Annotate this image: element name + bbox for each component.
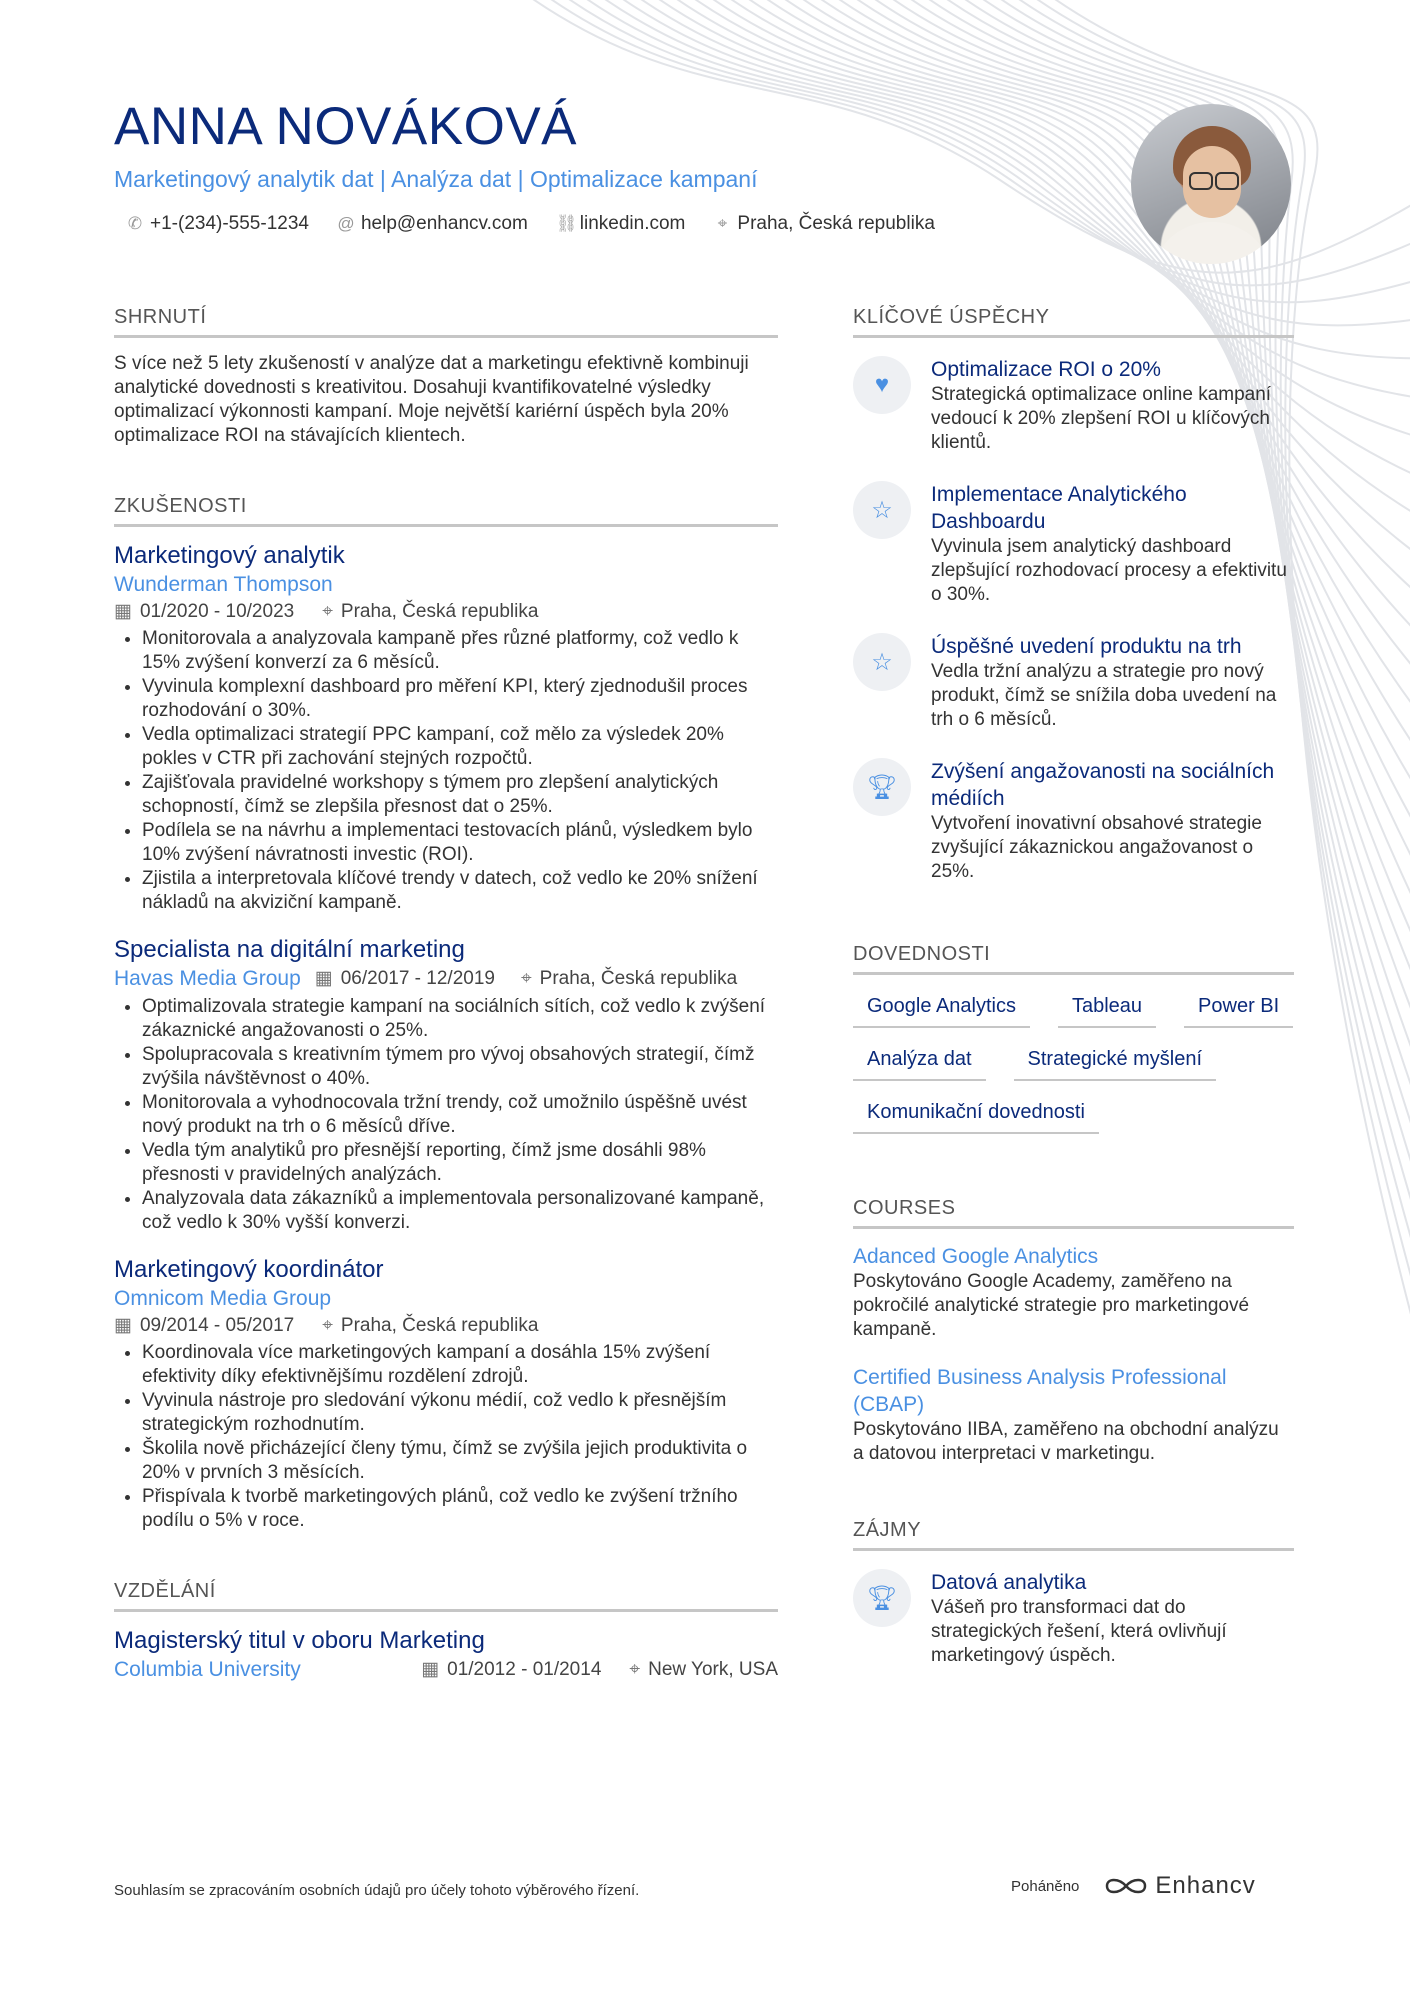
interest-item [853, 1569, 1294, 1668]
achievement-item [853, 481, 1294, 607]
brand-name: Enhancv [1155, 1872, 1256, 1899]
achievement-desc: Vyvinula jsem analytický dashboard zlepšující rozhodovací procesy a efektivitu o 30%. [931, 536, 1287, 605]
course-item [853, 1364, 1294, 1466]
achievement-item [853, 758, 1294, 884]
contact-linkedin[interactable] [556, 213, 686, 235]
contact-phone[interactable] [126, 213, 309, 235]
section-title: SHRNUTÍ [114, 305, 778, 338]
section-title: KLÍČOVÉ ÚSPĚCHY [853, 305, 1294, 338]
achievement-desc: Strategická optimalizace online kampaní vedoucí k 20% zlepšení ROI u klíčových klientů. [931, 384, 1272, 453]
job-entry [114, 541, 778, 915]
skills-section [853, 942, 1294, 1134]
bullet: • Zajišťovala pravidelné workshopy s týmem pro zlepšení analytických schopností, čímž se zlepšila přesnost dat o 25%. [142, 771, 778, 819]
education-meta [114, 1656, 778, 1684]
skill-tag: Tableau [1058, 989, 1156, 1028]
course-item [853, 1243, 1294, 1342]
job-meta [114, 965, 778, 993]
company-name[interactable]: Wunderman Thompson [114, 573, 333, 596]
course-desc: Poskytováno IIBA, zaměřeno na obchodní analýzu a datovou interpretaci v marketingu. [853, 1419, 1279, 1464]
education-location: New York, USA [648, 1659, 778, 1680]
calendar-icon: ▦ [114, 1315, 132, 1336]
star-icon: ☆ [853, 633, 911, 691]
job-dates: 01/2020 - 10/2023 [139, 601, 295, 622]
contact-text: +1-(234)-555-1234 [150, 213, 309, 234]
at-icon: @ [337, 214, 355, 233]
job-location: Praha, Česká republika [340, 1315, 539, 1336]
job-bullets [114, 995, 778, 1235]
calendar-icon: ▦ [114, 601, 132, 622]
location-icon: ⌖ [322, 1315, 333, 1336]
job-title: Specialista na digitální marketing [114, 936, 465, 963]
bullet: • Vedla tým analytiků pro přesnější reporting, čímž jsme dosáhli 98% přesnosti v pravidelných analýzách. [142, 1139, 778, 1187]
calendar-icon: ▦ [421, 1659, 440, 1680]
course-title[interactable]: Adanced Google Analytics [853, 1245, 1099, 1268]
job-bullets [114, 627, 778, 915]
skill-tag: Komunikační dovednosti [853, 1095, 1099, 1134]
headline: Marketingový analytik dat | Analýza dat | Optimalizace kampaní [114, 166, 758, 192]
phone-icon: ✆ [127, 214, 143, 233]
consent-text: Souhlasím se zpracováním osobních údajů pro účely tohoto výběrového řízení. [114, 1882, 640, 1899]
job-title: Marketingový analytik [114, 542, 345, 569]
job-meta [114, 599, 778, 625]
school-name[interactable]: Columbia University [114, 1658, 301, 1681]
contact-text: Praha, Česká republika [737, 213, 935, 234]
achievement-title: Zvýšení angažovanosti na sociálních médiích [931, 760, 1275, 810]
achievement-title: Úspěšné uvedení produktu na trh [931, 635, 1242, 658]
skill-tag: Analýza dat [853, 1042, 986, 1081]
profile-photo [1131, 104, 1291, 264]
section-title: VZDĚLÁNÍ [114, 1579, 778, 1612]
bullet: • Vyvinula komplexní dashboard pro měření KPI, který zjednodušil proces rozhodování o 30%. [142, 675, 778, 723]
job-meta [114, 1313, 778, 1339]
job-title: Marketingový koordinátor [114, 1256, 384, 1283]
job-bullets [114, 1341, 778, 1533]
course-title[interactable]: Certified Business Analysis Professional (CBAP) [853, 1366, 1227, 1416]
education-dates: 01/2012 - 01/2014 [447, 1659, 602, 1680]
skill-tag: Power BI [1184, 989, 1293, 1028]
interest-title: Datová analytika [931, 1571, 1087, 1594]
job-dates: 09/2014 - 05/2017 [139, 1315, 295, 1336]
location-icon: ⌖ [717, 214, 728, 233]
achievement-title: Implementace Analytického Dashboardu [931, 483, 1187, 533]
bullet: • Monitorovala a vyhodnocovala tržní trendy, což umožnilo úspěšně uvést nový produkt na trh o 6 měsíců dříve. [142, 1091, 778, 1139]
link-icon: ⛓ [555, 214, 578, 233]
bullet: • Zjistila a interpretovala klíčové trendy v datech, což vedlo ke 20% snížení nákladů na akviziční kampaně. [142, 867, 778, 915]
bullet: • Optimalizovala strategie kampaní na sociálních sítích, což vedlo k zvýšení zákaznické angažovanosti o 25%. [142, 995, 778, 1043]
skill-tag: Strategické myšlení [1014, 1042, 1217, 1081]
interests-section [853, 1518, 1294, 1668]
degree-title: Magisterský titul v oboru Marketing [114, 1627, 485, 1654]
achievement-item [853, 633, 1294, 732]
candidate-name: ANNA NOVÁKOVÁ [114, 97, 578, 156]
heart-icon: ♥ [853, 356, 911, 414]
job-entry [114, 935, 778, 1235]
skills-list [853, 989, 1294, 1134]
achievement-title: Optimalizace ROI o 20% [931, 358, 1161, 381]
left-column [114, 305, 778, 1684]
bullet: • Monitorovala a analyzovala kampaně přes různé platformy, což vedlo k 15% zvýšení konverzí za 6 měsíců. [142, 627, 778, 675]
courses-section [853, 1196, 1294, 1466]
company-name[interactable]: Omnicom Media Group [114, 1287, 332, 1310]
location-icon: ⌖ [520, 968, 532, 989]
summary-section [114, 305, 778, 448]
bullet: • Analyzovala data zákazníků a implementovala personalizované kampaně, což vedlo k 30% vyšší konverzi. [142, 1187, 778, 1235]
job-location: Praha, Česká republika [340, 601, 539, 622]
contact-location [713, 213, 935, 235]
education-section [114, 1579, 778, 1684]
achievement-item [853, 356, 1294, 455]
bullet: • Školila nově přicházející členy týmu, čímž se zvýšila jejich produktivita o 20% v prvních 3 měsících. [142, 1437, 778, 1485]
right-column [853, 305, 1294, 1668]
course-desc: Poskytováno Google Academy, zaměřeno na pokročilé analytické strategie pro marketingové kampaně. [853, 1271, 1250, 1340]
contact-list [114, 213, 1074, 235]
section-title: DOVEDNOSTI [853, 942, 1294, 975]
star-icon: ☆ [853, 481, 911, 539]
powered-label: Poháněno [1011, 1877, 1080, 1895]
calendar-icon: ▦ [314, 968, 333, 989]
brand-logo[interactable] [1103, 1872, 1255, 1900]
achievement-desc: Vedla tržní analýzu a strategie pro nový produkt, čímž se snížila doba uvedení na trh o 6 měsíců. [931, 661, 1277, 730]
contact-email[interactable] [337, 213, 528, 235]
trophy-icon: 🏆︎ [853, 758, 911, 816]
location-icon: ⌖ [322, 601, 333, 622]
infinity-icon [1103, 1874, 1149, 1898]
header [114, 95, 1074, 235]
bullet: • Vyvinula nástroje pro sledování výkonu médií, což vedlo k přesnějším strategickým rozhodnutím. [142, 1389, 778, 1437]
contact-text: help@enhancv.com [360, 213, 528, 234]
bullet: • Koordinovala více marketingových kampaní a dosáhla 15% zvýšení efektivity díky efektivnějšímu rozdělení zdrojů. [142, 1341, 778, 1389]
skill-tag: Google Analytics [853, 989, 1030, 1028]
section-title: ZKUŠENOSTI [114, 494, 778, 527]
powered-by [1011, 1872, 1256, 1900]
experience-section [114, 494, 778, 1533]
job-location: Praha, Česká republika [539, 968, 738, 989]
job-dates: 06/2017 - 12/2019 [340, 968, 495, 989]
interest-desc: Vášeň pro transformaci dat do strategických řešení, která ovlivňují marketingový úspěch. [931, 1597, 1227, 1666]
achievement-desc: Vytvoření inovativní obsahové strategie zvyšující zákaznickou angažovanost o 25%. [931, 813, 1262, 882]
section-title: ZÁJMY [853, 1518, 1294, 1551]
section-title: COURSES [853, 1196, 1294, 1229]
bullet: • Spolupracovala s kreativním týmem pro vývoj obsahových strategií, čímž zvýšila návštěvnost o 40%. [142, 1043, 778, 1091]
bullet: • Podílela se na návrhu a implementaci testovacích plánů, výsledkem bylo 10% zvýšení návratnosti investic (ROI). [142, 819, 778, 867]
job-entry [114, 1255, 778, 1533]
bullet: • Přispívala k tvorbě marketingových plánů, což vedlo ke zvýšení tržního podílu o 5% v roce. [142, 1485, 778, 1533]
bullet: • Vedla optimalizaci strategií PPC kampaní, což mělo za výsledek 20% pokles v CTR při zachování stejných rozpočtů. [142, 723, 778, 771]
summary-text: S více než 5 lety zkušeností v analýze dat a marketingu efektivně kombinuji analytické dovednosti s kreativitou. Dosahuji kvantifikovatelné výsledky optimalizací výkonnosti kampaní. Moje největší kariérní úspěch byla 20% optimalizace ROI na stávajících klientech. [114, 353, 749, 446]
achievements-section [853, 305, 1294, 884]
trophy-icon: 🏆︎ [853, 1569, 911, 1627]
contact-text: linkedin.com [579, 213, 686, 234]
location-icon: ⌖ [629, 1659, 641, 1680]
company-name[interactable]: Havas Media Group [114, 967, 301, 990]
